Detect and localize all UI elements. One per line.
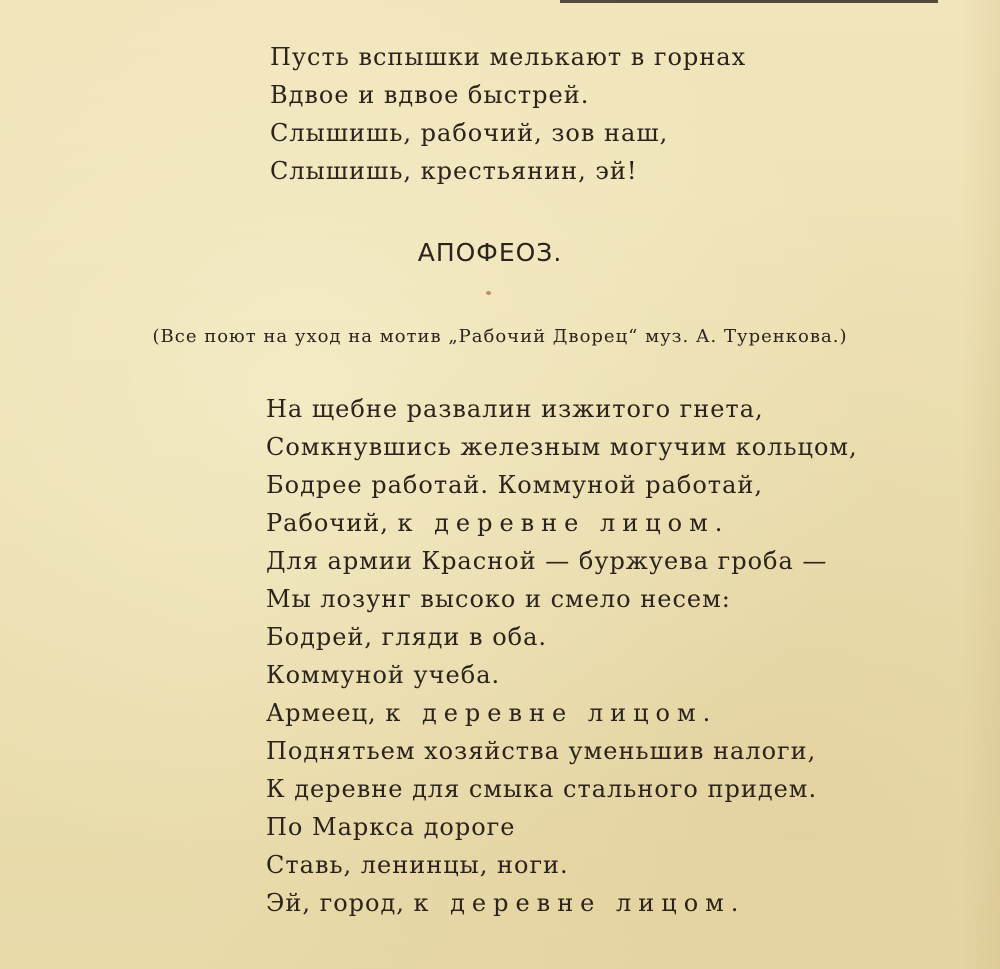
verse-line: Для армии Красной — буржуева гроба — — [266, 547, 828, 575]
section-title: АПОФЕОЗ. — [417, 238, 563, 267]
verse-line: Слышишь, рабочий, зов наш, — [270, 119, 669, 147]
verse-lead: Армеец, — [266, 699, 386, 727]
verse-line — [266, 884, 858, 922]
verse-lead: Эй, город, — [266, 889, 414, 917]
top-rule — [560, 0, 938, 3]
stanza-2 — [266, 390, 858, 922]
verse-line: К деревне для смыка стального придем. — [266, 775, 818, 803]
verse-line: На щебне развалин изжитого гнета, — [266, 395, 764, 423]
verse-line: По Маркса дороге — [266, 813, 516, 841]
stage-direction: (Все поют на уход на мотив „Рабочий Дворец“ муз. А. Туренкова.) — [152, 326, 848, 347]
verse-line: Ставь, ленинцы, ноги. — [266, 851, 569, 879]
verse-line: Бодрее работай. Коммуной работай, — [266, 471, 764, 499]
ink-dot — [486, 291, 491, 295]
verse-line: Сомкнувшись железным могучим кольцом, — [266, 433, 858, 461]
verse-line — [266, 504, 858, 542]
verse-line: Поднятьем хозяйства уменьшив налоги, — [266, 737, 817, 765]
stanza-1 — [270, 38, 746, 190]
verse-line: Пусть вспышки мелькают в горнах — [270, 43, 747, 71]
verse-line: Коммуной учеба. — [266, 661, 501, 689]
verse-lead: Рабочий, — [266, 509, 398, 537]
verse-line: Вдвое и вдвое быстрей. — [270, 81, 590, 109]
verse-line: Бодрей, гляди в оба. — [266, 623, 548, 651]
verse-spaced: к деревне лицом. — [385, 699, 718, 727]
verse-spaced: к деревне лицом. — [413, 889, 746, 917]
verse-line: Мы лозунг высоко и смело несем: — [266, 585, 731, 613]
verse-line: Слышишь, крестьянин, эй! — [270, 157, 638, 185]
verse-spaced: к деревне лицом. — [397, 509, 730, 537]
verse-line — [266, 694, 858, 732]
page-edge-shadow — [960, 0, 1000, 969]
